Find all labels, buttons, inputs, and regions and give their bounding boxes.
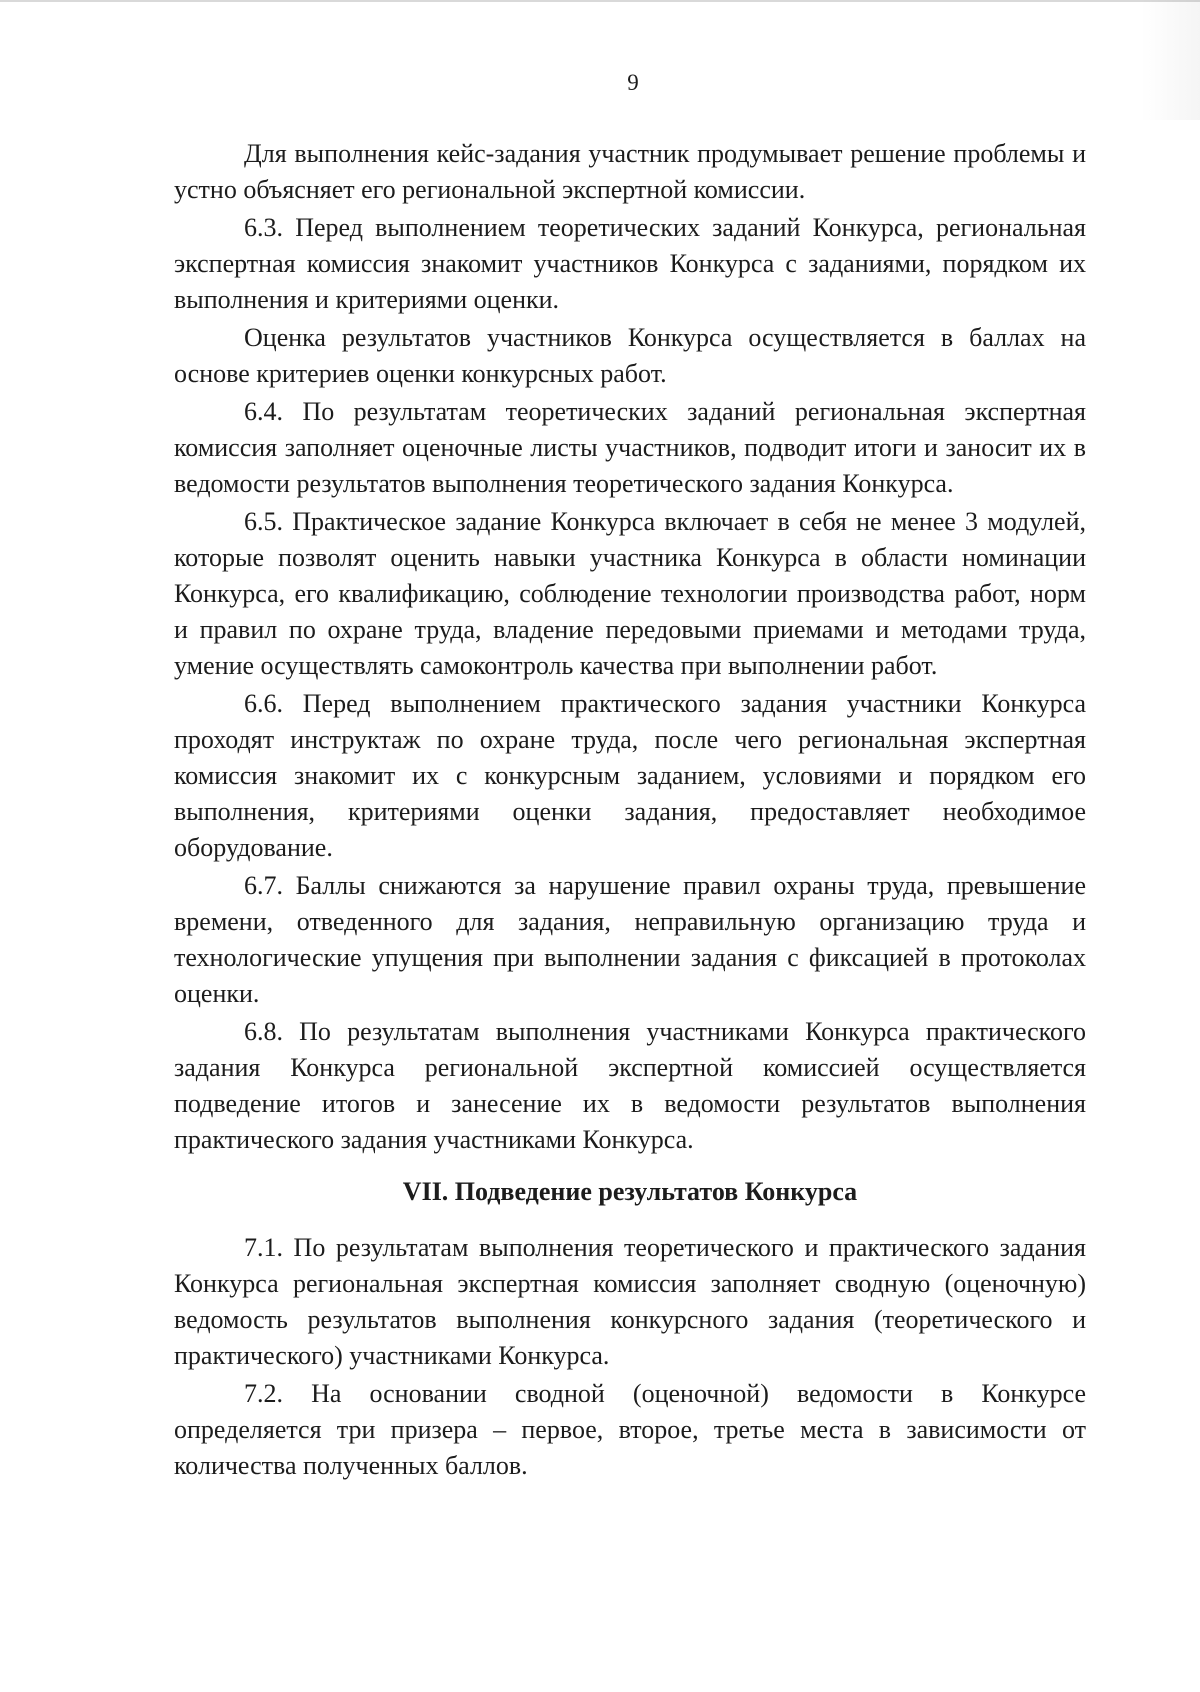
paragraph-7-2: 7.2. На основании сводной (оценочной) ведомости в Конкурсе определяется три призера – первое, второе, третье места в зависимости от количества полученных баллов. bbox=[174, 1379, 1086, 1480]
paragraph-6-4: 6.4. По результатам теоретических заданий региональная экспертная комиссия заполняет оценочные листы участников, подводит итоги и заносит их в ведомости результатов выполнения теоретического задания Конкурса. bbox=[174, 397, 1086, 498]
scan-edge-top bbox=[0, 0, 1200, 2]
paragraph-6-8: 6.8. По результатам выполнения участниками Конкурса практического задания Конкурса региональной экспертной комиссией осуществляется подведение итогов и занесение их в ведомости результатов выполнения практического задания участниками Конкурса. bbox=[174, 1017, 1086, 1154]
document-body bbox=[174, 136, 1086, 1484]
paragraph-6-5: 6.5. Практическое задание Конкурса включает в себя не менее 3 модулей, которые позволят оценить навыки участника Конкурса в области номинации Конкурса, его квалификацию, соблюдение технологии производства работ, норм и правил по охране труда, владение передовыми приемами и методами труда, умение осуществлять самоконтроль качества при выполнении работ. bbox=[174, 507, 1086, 680]
section-heading: VII. Подведение результатов Конкурса bbox=[402, 1177, 858, 1206]
paragraph-6-7: 6.7. Баллы снижаются за нарушение правил охраны труда, превышение времени, отведенного для задания, неправильную организацию труда и технологические упущения при выполнении задания с фиксацией в протоколах оценки. bbox=[174, 871, 1086, 1008]
paragraph-case-task: Для выполнения кейс-задания участник продумывает решение проблемы и устно объясняет его региональной экспертной комиссии. bbox=[174, 139, 1086, 204]
paragraph-evaluation: Оценка результатов участников Конкурса осуществляется в баллах на основе критериев оценки конкурсных работ. bbox=[174, 323, 1086, 388]
scan-edge-right bbox=[1140, 0, 1200, 120]
paragraph-6-3: 6.3. Перед выполнением теоретических заданий Конкурса, региональная экспертная комиссия знакомит участников Конкурса с заданиями, порядком их выполнения и критериями оценки. bbox=[174, 213, 1086, 314]
paragraph-6-6: 6.6. Перед выполнением практического задания участники Конкурса проходят инструктаж по охране труда, после чего региональная экспертная комиссия знакомит их с конкурсным заданием, условиями и порядком его выполнения, критериями оценки задания, предоставляет необходимое оборудование. bbox=[174, 689, 1086, 862]
paragraph-7-1: 7.1. По результатам выполнения теоретического и практического задания Конкурса региональная экспертная комиссия заполняет сводную (оценочную) ведомость результатов выполнения конкурсного задания (теоретического и практического) участниками Конкурса. bbox=[174, 1233, 1086, 1370]
page-number: 9 bbox=[627, 70, 639, 95]
